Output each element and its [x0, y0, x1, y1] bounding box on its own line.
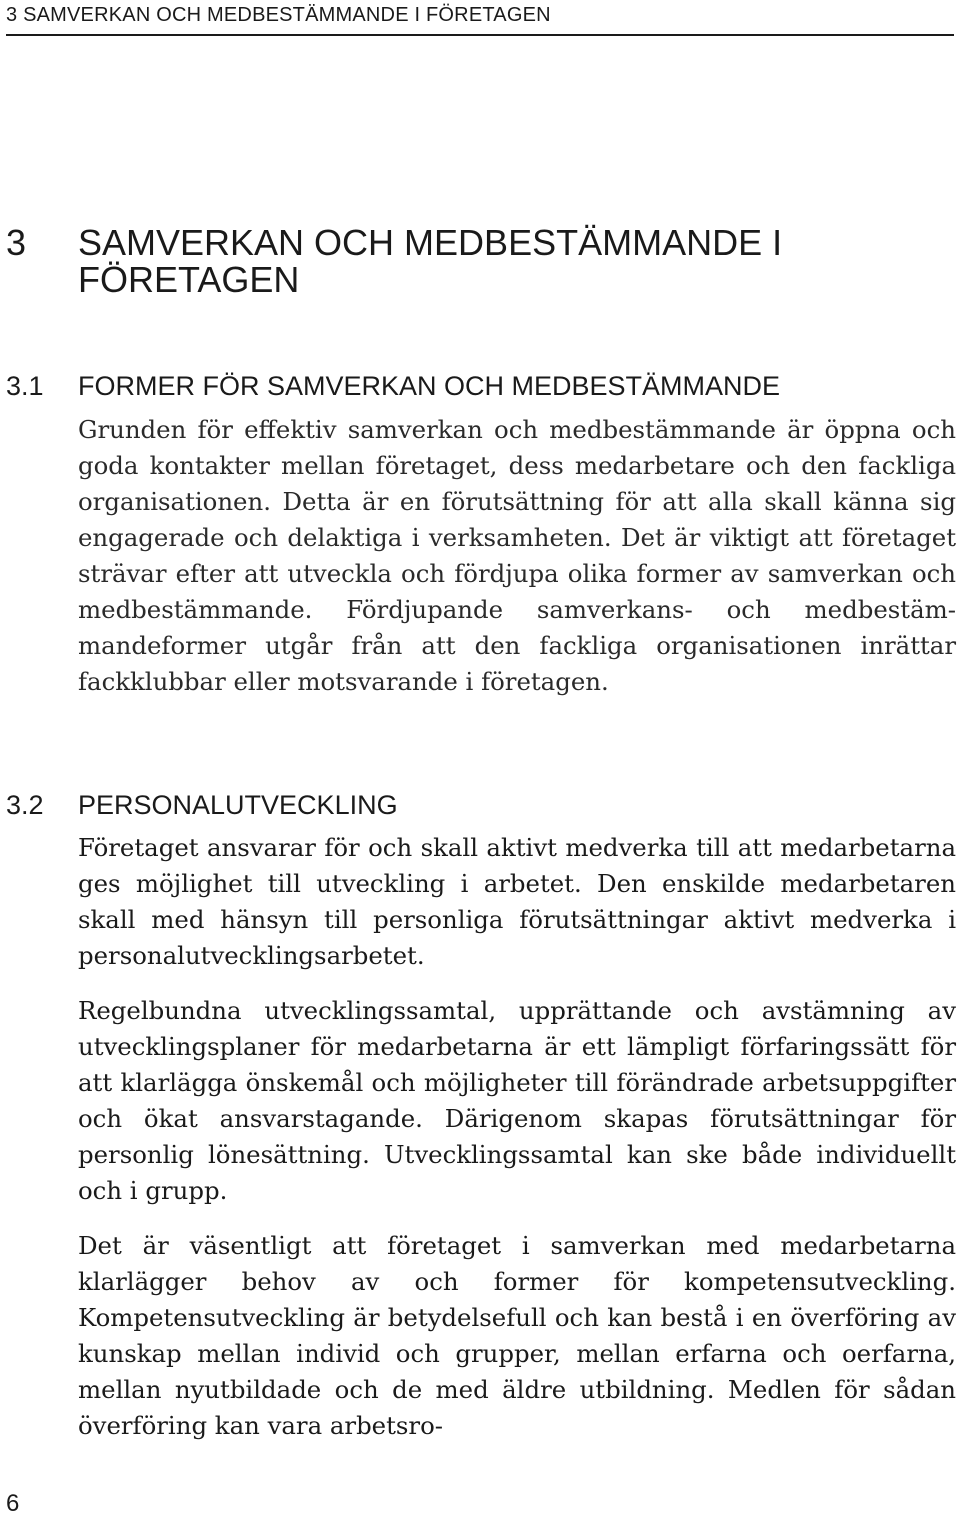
page-number: 6 — [6, 1490, 20, 1517]
chapter-title-text: SAMVERKAN OCH MEDBESTÄMMANDE I FÖRETAGEN — [78, 222, 783, 300]
section-title: FORMER FÖR SAMVERKAN OCH MEDBESTÄMMANDE — [78, 371, 781, 401]
chapter-number: 3 — [6, 222, 27, 263]
paragraph: Företaget ansvarar för och skall aktivt medverka till att medarbetarna ges möjlighet till utveckling i arbetet. Den enskilde medarbetaren skall med hänsyn till personliga förutsättningar aktivt medverka i personalutvecklingsarbetet. — [78, 833, 956, 970]
section-title: PERSONALUTVECKLING — [78, 790, 398, 820]
section-number: 3.2 — [6, 790, 44, 820]
running-header: 3 SAMVERKAN OCH MEDBESTÄMMANDE I FÖRETAGEN — [6, 4, 551, 26]
paragraph: Grunden för effektiv samverkan och medbestämmande är öppna och goda kontakter mellan företaget, dess medarbetare och den fackliga organisationen. Detta är en förutsättning för att alla skall känna sig engagerade och delaktiga i verksamheten. Det är viktigt att företaget strävar efter att utveckla och fördjupa olika former av samverkan och medbestämmande. Fördjupande samverkans- och medbestämmandeformer utgår från att den fackliga organisationen inrättar fackklubbar eller motsvarande i företagen. — [78, 415, 956, 696]
paragraph: Regelbundna utvecklingssamtal, upprättande och avstämning av utvecklingsplaner för medarbetarna är ett lämpligt förfaringssätt för att klarlägga önskemål och möjligheter till förändrade arbetsuppgifter och ökat ansvarstagande. Därigenom skapas förutsättningar för personlig lönesättning. Utvecklingssamtal kan ske både individuellt och i grupp. — [78, 996, 956, 1205]
paragraph: Det är väsentligt att företaget i samverkan med medarbetarna klarlägger behov av och former för kompetensutveckling. Kompetensutveckling är betydelsefull och kan bestå i en överföring av kunskap mellan individ och grupper, mellan erfarna och oerfarna, mellan nyutbildade och de med äldre utbildning. Medlen för sådan överföring kan vara arbetsro- — [78, 1231, 956, 1440]
section-number: 3.1 — [6, 371, 44, 401]
header-rule — [6, 34, 954, 36]
